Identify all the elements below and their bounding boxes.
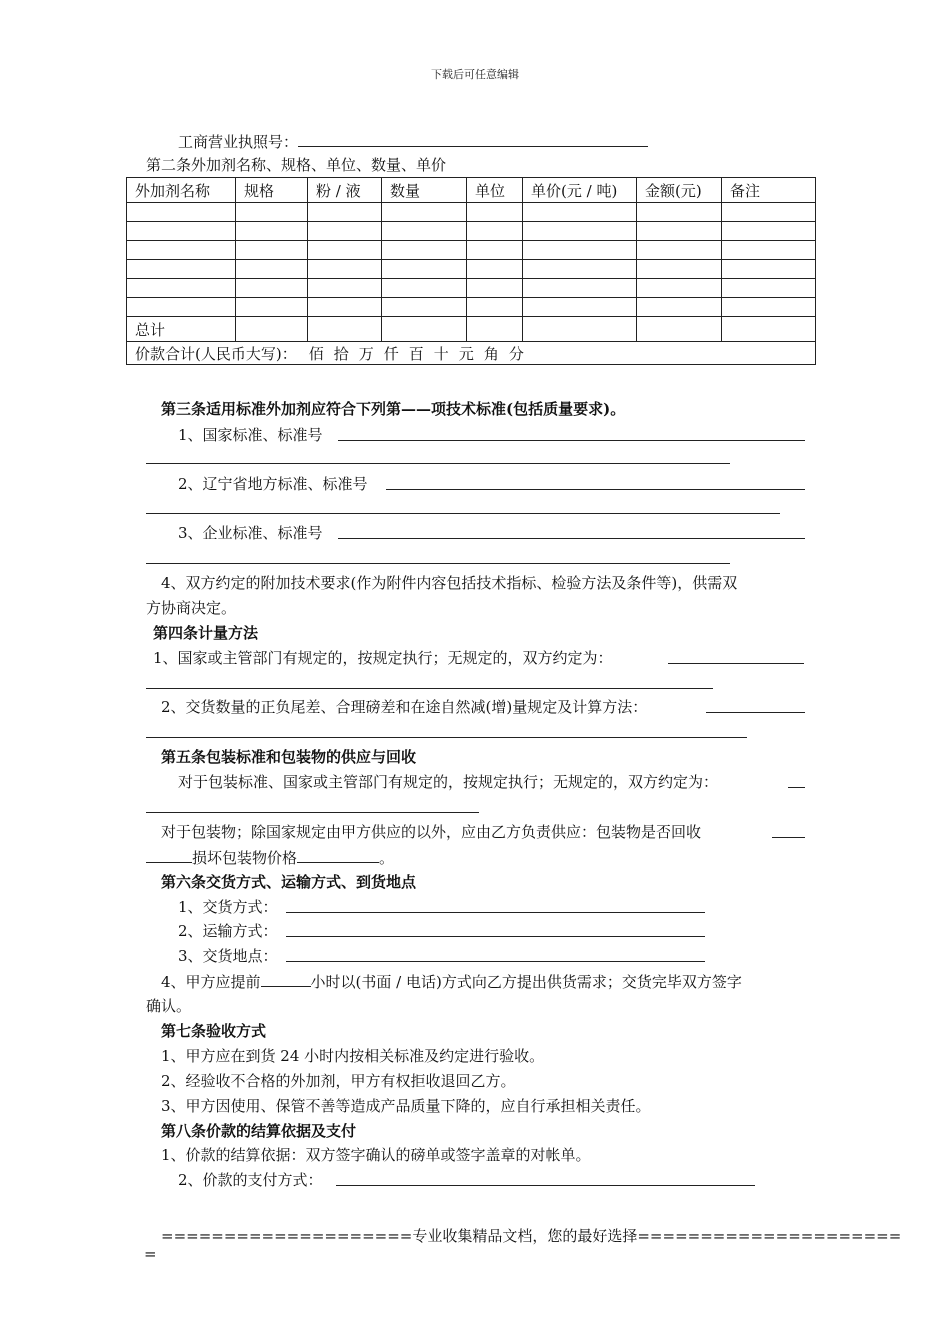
table-row [127, 241, 816, 260]
table-header-cell: 粉 / 液 [308, 178, 382, 203]
table-row [127, 222, 816, 241]
art5-recycle-blank-2[interactable] [146, 847, 192, 863]
table-cell[interactable] [523, 317, 637, 342]
table-cell[interactable] [382, 279, 467, 298]
art4-item2-blank-2[interactable] [146, 737, 747, 738]
table-cell[interactable] [523, 298, 637, 317]
art3-item1-blank-2[interactable] [146, 463, 730, 464]
license-blank[interactable] [298, 131, 648, 147]
table-cell[interactable] [523, 279, 637, 298]
table-header-cell: 单位 [467, 178, 523, 203]
footer-banner-cont: = [144, 1245, 157, 1263]
price-unit: 分 [508, 344, 524, 363]
art3-item4: 4、双方约定的附加技术要求(作为附件内容包括技术指标、检验方法及条件等)，供需双 [161, 574, 738, 592]
table-cell[interactable] [722, 317, 816, 342]
art5-period: 。 [379, 849, 395, 867]
table-row [127, 298, 816, 317]
art4-item1-blank-2[interactable] [146, 688, 713, 689]
art8-item1: 1、价款的结算依据：双方签字确认的磅单或签字盖章的对帐单。 [161, 1146, 591, 1164]
art4-item1: 1、国家或主管部门有规定的，按规定执行；无规定的，双方约定为： [153, 649, 613, 667]
admixture-table [126, 177, 816, 365]
table-cell[interactable] [467, 317, 523, 342]
table-cell[interactable] [382, 241, 467, 260]
table-cell[interactable] [308, 203, 382, 222]
table-header-cell: 金额(元) [637, 178, 722, 203]
table-cell[interactable] [722, 203, 816, 222]
table-header-cell: 外加剂名称 [127, 178, 236, 203]
art3-item3-blank[interactable] [338, 538, 805, 539]
table-cell[interactable] [467, 203, 523, 222]
table-cell[interactable] [127, 260, 236, 279]
art3-item1-blank[interactable] [338, 440, 805, 441]
art5-line1-blank[interactable] [788, 787, 805, 788]
price-unit: 角 [483, 344, 499, 363]
art7-item3: 3、甲方因使用、保管不善等造成产品质量下降的，应自行承担相关责任。 [161, 1097, 651, 1115]
table-cell[interactable] [523, 203, 637, 222]
table-cell[interactable] [236, 241, 308, 260]
article8-title: 第八条价款的结算依据及支付 [161, 1122, 357, 1140]
table-cell[interactable] [236, 203, 308, 222]
table-cell[interactable] [467, 222, 523, 241]
price-total-cell[interactable] [127, 342, 816, 365]
table-cell[interactable] [382, 317, 467, 342]
table-cell[interactable] [127, 241, 236, 260]
table-cell[interactable] [236, 317, 308, 342]
table-cell[interactable] [236, 279, 308, 298]
art6-item1-blank[interactable] [286, 912, 705, 913]
art3-item1: 1、国家标准、标准号 [178, 426, 323, 444]
table-cell[interactable] [637, 298, 722, 317]
table-cell[interactable] [722, 279, 816, 298]
table-cell[interactable] [236, 260, 308, 279]
art7-item2: 2、经验收不合格的外加剂，甲方有权拒收退回乙方。 [161, 1072, 516, 1090]
table-cell[interactable] [467, 279, 523, 298]
table-cell[interactable] [467, 260, 523, 279]
table-header-cell: 备注 [722, 178, 816, 203]
table-cell[interactable] [523, 222, 637, 241]
table-header-cell: 数量 [382, 178, 467, 203]
total-label: 总计 [127, 317, 236, 342]
table-cell[interactable] [467, 298, 523, 317]
art6-item1: 1、交货方式： [178, 898, 278, 916]
art4-item2: 2、交货数量的正负尾差、合理磅差和在途自然减(增)量规定及计算方法： [161, 698, 648, 716]
article2-title: 第二条外加剂名称、规格、单位、数量、单价 [146, 156, 447, 174]
table-cell[interactable] [236, 298, 308, 317]
table-cell[interactable] [637, 317, 722, 342]
table-row [127, 203, 816, 222]
art6-item4-cont: 确认。 [146, 997, 192, 1015]
art3-item4-cont: 方协商决定。 [146, 599, 237, 617]
price-total-row [127, 342, 816, 365]
art6-hours-blank[interactable] [261, 971, 311, 987]
table-cell[interactable] [127, 298, 236, 317]
table-cell[interactable] [308, 241, 382, 260]
page-header: 下载后可任意编辑 [431, 68, 519, 81]
table-cell[interactable] [637, 203, 722, 222]
table-cell[interactable] [722, 241, 816, 260]
art5-line3 [146, 847, 394, 868]
price-unit: 万 [358, 344, 374, 363]
art6-item4-pre: 4、甲方应提前 [161, 973, 261, 991]
table-cell[interactable] [382, 203, 467, 222]
table-row [127, 279, 816, 298]
price-unit: 佰 [308, 344, 324, 363]
price-unit: 十 [433, 344, 449, 363]
article4-title: 第四条计量方法 [153, 624, 259, 642]
art5-damage-price-blank[interactable] [297, 847, 379, 863]
table-cell[interactable] [127, 222, 236, 241]
table-total-row [127, 317, 816, 342]
article6-title: 第六条交货方式、运输方式、到货地点 [161, 873, 417, 891]
table-cell[interactable] [467, 241, 523, 260]
article3-title: 第三条适用标准外加剂应符合下列第——项技术标准(包括质量要求)。 [161, 400, 626, 418]
art5-damage-label: 损坏包装物价格 [192, 849, 298, 867]
table-cell[interactable] [308, 222, 382, 241]
art3-item2-blank[interactable] [386, 489, 805, 490]
table-row [127, 260, 816, 279]
article7-title: 第七条验收方式 [161, 1022, 267, 1040]
table-cell[interactable] [382, 222, 467, 241]
art8-item2-blank[interactable] [336, 1185, 755, 1186]
table-cell[interactable] [523, 260, 637, 279]
art5-recycle-blank[interactable] [772, 837, 805, 838]
table-cell[interactable] [308, 260, 382, 279]
license-label: 工商营业执照号： [178, 133, 299, 151]
table-cell[interactable] [722, 260, 816, 279]
table-cell[interactable] [637, 241, 722, 260]
art5-line1: 对于包装标准、国家或主管部门有规定的，按规定执行；无规定的，双方约定为： [178, 773, 719, 791]
art6-item4-post: 小时以(书面 / 电话)方式向乙方提出供货需求；交货完毕双方签字 [310, 973, 742, 991]
footer-banner: ====================专业收集精品文档，您的最好选择===================== [161, 1227, 902, 1245]
table-cell[interactable] [382, 260, 467, 279]
table-cell[interactable] [308, 279, 382, 298]
art3-item2-blank-2[interactable] [146, 513, 780, 514]
art6-item4 [161, 971, 742, 992]
price-unit: 百 [408, 344, 424, 363]
table-cell[interactable] [236, 222, 308, 241]
price-unit: 元 [458, 344, 474, 363]
art3-item2: 2、辽宁省地方标准、标准号 [178, 475, 368, 493]
table-cell[interactable] [127, 279, 236, 298]
art6-item2: 2、运输方式： [178, 922, 278, 940]
table-cell[interactable] [308, 317, 382, 342]
art4-item1-blank[interactable] [668, 663, 804, 664]
table-cell[interactable] [382, 298, 467, 317]
table-cell[interactable] [523, 241, 637, 260]
art5-line2: 对于包装物；除国家规定由甲方供应的以外，应由乙方负责供应：包装物是否回收 [161, 823, 702, 841]
art6-item2-blank[interactable] [286, 936, 705, 937]
art4-item2-blank[interactable] [706, 712, 805, 713]
price-unit: 拾 [333, 344, 349, 363]
art8-item2: 2、价款的支付方式： [178, 1171, 323, 1189]
art3-item3-blank-2[interactable] [146, 563, 730, 564]
art7-item1: 1、甲方应在到货 24 小时内按相关标准及约定进行验收。 [161, 1047, 545, 1065]
table-cell[interactable] [127, 203, 236, 222]
table-cell[interactable] [637, 222, 722, 241]
art6-item3: 3、交货地点： [178, 947, 278, 965]
table-header-cell: 规格 [236, 178, 308, 203]
table-header-cell: 单价(元 / 吨) [523, 178, 637, 203]
table-cell[interactable] [722, 222, 816, 241]
art3-item3: 3、企业标准、标准号 [178, 524, 323, 542]
art5-line1-blank-2[interactable] [146, 812, 479, 813]
price-unit: 仟 [383, 344, 399, 363]
table-cell[interactable] [637, 279, 722, 298]
license-line [178, 131, 648, 152]
table-cell[interactable] [308, 298, 382, 317]
table-header-row [127, 178, 816, 203]
table-cell[interactable] [722, 298, 816, 317]
article5-title: 第五条包装标准和包装物的供应与回收 [161, 748, 417, 766]
price-total-label: 价款合计(人民币大写)： [135, 344, 297, 363]
table-cell[interactable] [637, 260, 722, 279]
art6-item3-blank[interactable] [286, 961, 705, 962]
